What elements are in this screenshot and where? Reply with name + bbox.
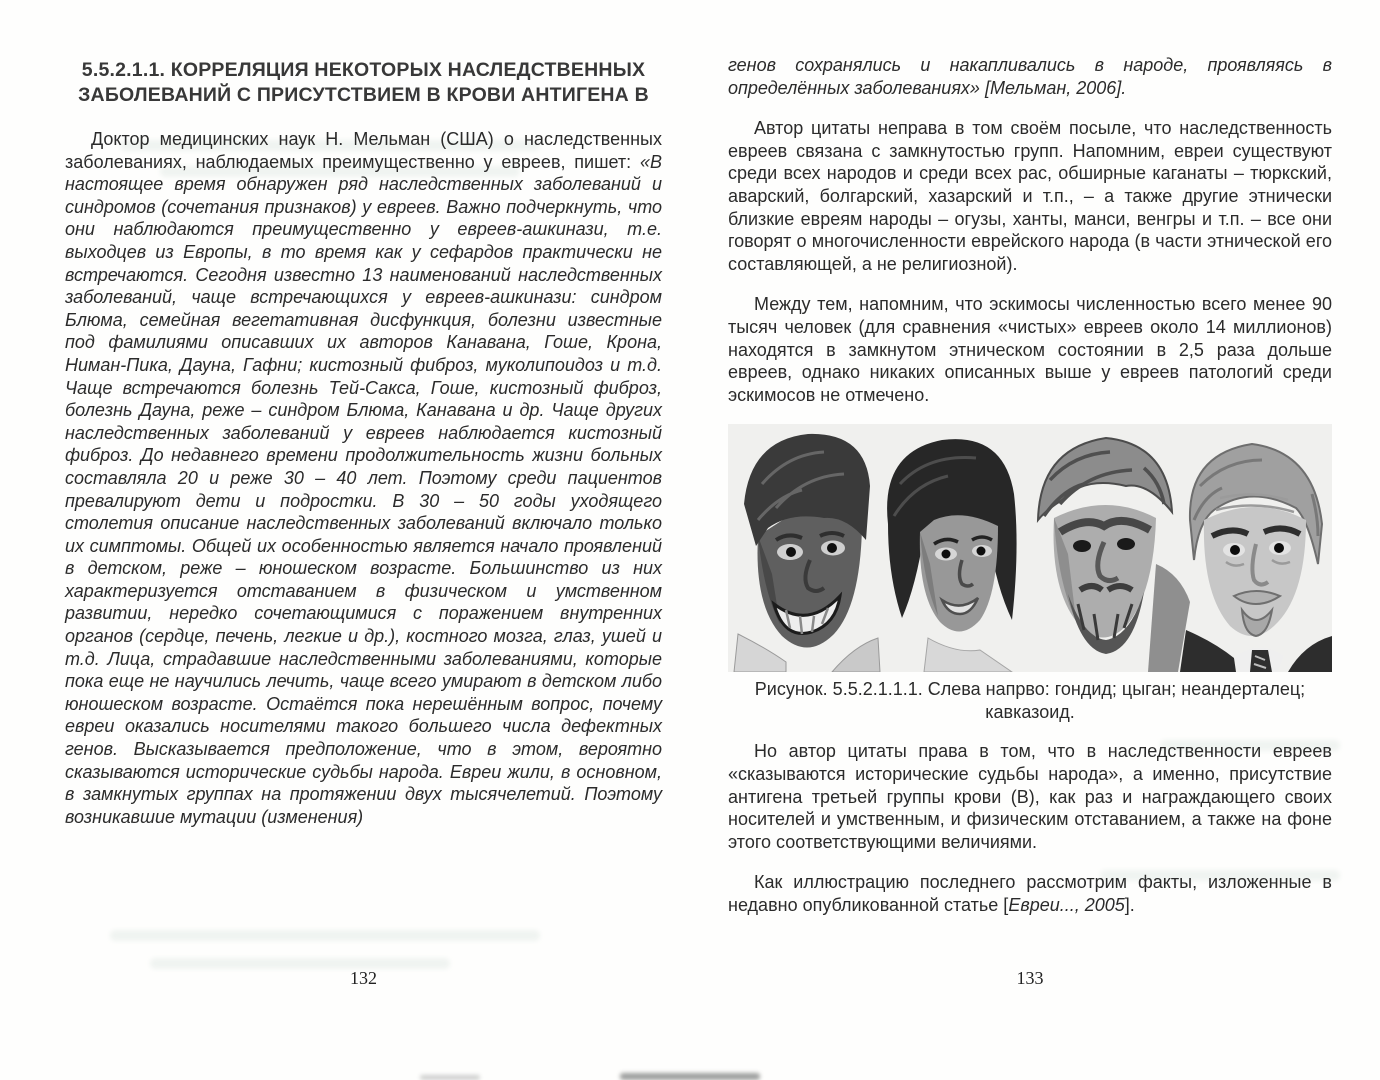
page-number-132: 132 xyxy=(350,968,377,988)
quote-continuation-paragraph: генов сохранялись и накапливались в народе, проявляясь в определённых заболеваниях» [Мельман, 2006]. xyxy=(728,55,1332,98)
citation-reference: Евреи..., 2005 xyxy=(1008,894,1125,915)
page-132 xyxy=(65,0,662,1080)
figure-four-portraits xyxy=(728,424,1332,724)
page-number-133: 133 xyxy=(1016,968,1044,988)
page-133 xyxy=(728,0,1332,1080)
eskimos-paragraph: Между тем, напомним, что эскимосы численностью всего менее 90 тысяч человек (для сравнения «чистых» евреев около 14 миллионов) находятся в замкнутом этническом состоянии в 2,5 раза дольше евреев, однако никаких описанных выше у евреев патологий среди эскимосов не отмечено. xyxy=(728,294,1332,405)
figure-caption: Рисунок. 5.5.2.1.1.1. Слева напрво: гондид; цыган; неандерталец; кавказоид. xyxy=(754,679,1306,723)
four-portraits-image xyxy=(728,424,1332,672)
quote-italic-text: «В настоящее время обнаружен ряд наследственных заболеваний и синдромов (сочетания признаков) у евреев. Важно подчеркнуть, что они наблюдаются преимущественно у евреев-ашкинази, т.е. выходцев из Европы, в то время как у сефардов практически не встречаются. Сегодня известно 13 наименований наследственных заболеваний, чаще встречающихся у евреев-ашкинази: синдром Блюма, семейная вегетативная дисфункция, болезни известные под фамилиями описавших их авторов Канавана, Гоше, Крона, Ниман-Пика, Дауна, Гафни; кистозный фиброз, муколипоидоз и т.д. Чаще встречаются болезнь Тей-Сакса, Гоше, кистозный фиброз, болезнь Дауна, реже – синдром Блюма, Канавана и др. Чаще других наследственных заболеваний у евреев наблюдается кистозный фиброз. До недавнего времени продолжительность жизни больных составляла 20 и реже 30 – 40 лет. Поэтому среди пациентов превалируют дети и подростки. В 30 – 50 годы уходящего столетия описание наследственных заболеваний включало только их симптомы. Общей их особенностью является начало проявлений в детском, реже – юношеском возрасте. Большинство из них характеризуется отставанием в физическом и умственном развитии, нередко сочетающимися с поражением внутренних органов (сердце, печень, легкие и др.), костного мозга, глаз, ушей и т.д. Лица, страдавшие наследственными заболеваниями, которые пока еще не научились лечить, чаще всего умирают в детском либо юношеском возрасте. Остаётся пока нерешённым вопрос, почему евреи оказались носителями такого большего числа дефектных генов. Высказывается предположение, что в этом, вероятно сказываются исторические судьбы народа. Евреи жили, в основном, в замкнутых группах на протяжении двух тысячелетий. Поэтому возникавшие мутации (изменения) xyxy=(65,151,662,827)
section-heading: 5.5.2.1.1. КОРРЕЛЯЦИЯ НЕКОТОРЫХ НАСЛЕДСТВЕННЫХ ЗАБОЛЕВАНИЙ С ПРИСУТСТВИЕМ В КРОВИ АНТИГЕНА В xyxy=(78,59,649,106)
quote-intro-text: Доктор медицинских наук Н. Мельман (США) о наследственных заболеваниях, наблюдаемых преимущественно у евреев, пишет: xyxy=(65,129,662,172)
page-132-body xyxy=(65,128,662,828)
author-right-paragraph: Но автор цитаты права в том, что в наследственности евреев «сказываются исторические судьбы народа», а именно, присутствие антигена третьей группы крови (В), как раз и награждающего своих носителей и умственным, и физическим отставанием, а также на фоне этого соответствующими величиями. xyxy=(728,741,1332,852)
illustration-text: Как иллюстрацию последнего рассмотрим факты, изложенные в недавно опубликованной статье [ xyxy=(728,872,1332,915)
melman-quote-paragraph xyxy=(65,128,662,828)
illustration-paragraph xyxy=(728,871,1332,916)
illustration-text-end: ]. xyxy=(1124,894,1135,915)
page-133-body xyxy=(728,54,1332,916)
author-wrong-paragraph: Автор цитаты неправа в том своём посыле, что наследственность евреев связана с замкнутостью групп. Напомним, евреи существуют среди всех народов и среди всех рас, обширные каганаты – тюркский, аварский, болгарский, хазарский и т.п., – а также другие этнически близкие евреям народы – огузы, ханты, манси, венгры и т.п. – все они говорят о многочисленности еврейского народа (в части этнической его составляющей, а не религиозной). xyxy=(728,118,1332,274)
